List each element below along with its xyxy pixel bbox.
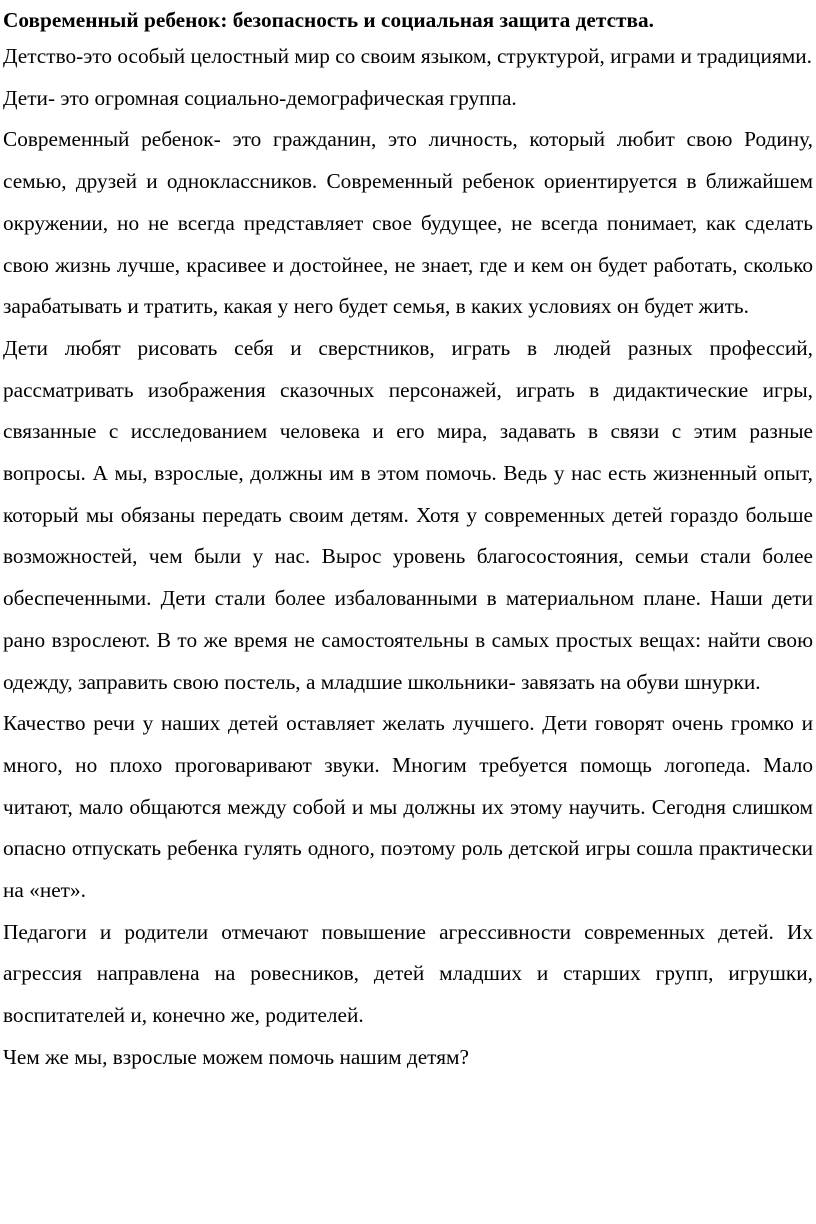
paragraph-childhood: Детство-это особый целостный мир со своим языком, структурой, играми и традициями. — [3, 44, 812, 68]
paragraph-children-group: Дети- это огромная социально-демографическая группа. — [3, 85, 517, 110]
paragraph-children-interests: Дети любят рисовать себя и сверстников, играть в людей разных профессий, рассматривать изображения сказочных персонажей, играть в дидактические игры, связанные с исследованием человека и его мира, задавать в связи с этим разные вопросы. А мы, взрослые, должны им в этом помочь. Ведь у нас есть жизненный опыт, который мы обязаны передать своим детям. Хотя у современных детей гораздо больше возможностей, чем были у нас. Вырос уровень благосостояния, семьи стали более обеспеченными. Дети стали более избалованными в материальном плане. Наши дети рано взрослеют. В то же время не самостоятельны в самых простых вещах: найти свою одежду, заправить свою постель, а младшие школьники- завязать на обуви шнурки. — [3, 335, 813, 694]
paragraph-speech-quality: Качество речи у наших детей оставляет желать лучшего. Дети говорят очень громко и много, но плохо проговаривают звуки. Многим требуется помощь логопеда. Мало читают, мало общаются между собой и мы должны их этому научить. Сегодня слишком опасно отпускать ребенка гулять одного, поэтому роль детской игры сошла практически на «нет». — [3, 711, 813, 903]
paragraph-aggression: Педагоги и родители отмечают повышение агрессивности современных детей. Их агрессия направлена на ровесников, детей младших и старших групп, игрушки, воспитателей и, конечно же, родителей. — [3, 919, 813, 1028]
paragraph-question: Чем же мы, взрослые можем помочь нашим детям? — [3, 1044, 469, 1069]
document-title: Современный ребенок: безопасность и социальная защита детства. — [3, 8, 654, 32]
paragraph-modern-child: Современный ребенок- это гражданин, это личность, который любит свою Родину, семью, друзей и одноклассников. Современный ребенок ориентируется в ближайшем окружении, но не всегда представляет свое будущее, не всегда понимает, как сделать свою жизнь лучше, красивее и достойнее, не знает, где и кем он будет работать, сколько зарабатывать и тратить, какая у него будет семья, в каких условиях он будет жить. — [3, 127, 813, 319]
